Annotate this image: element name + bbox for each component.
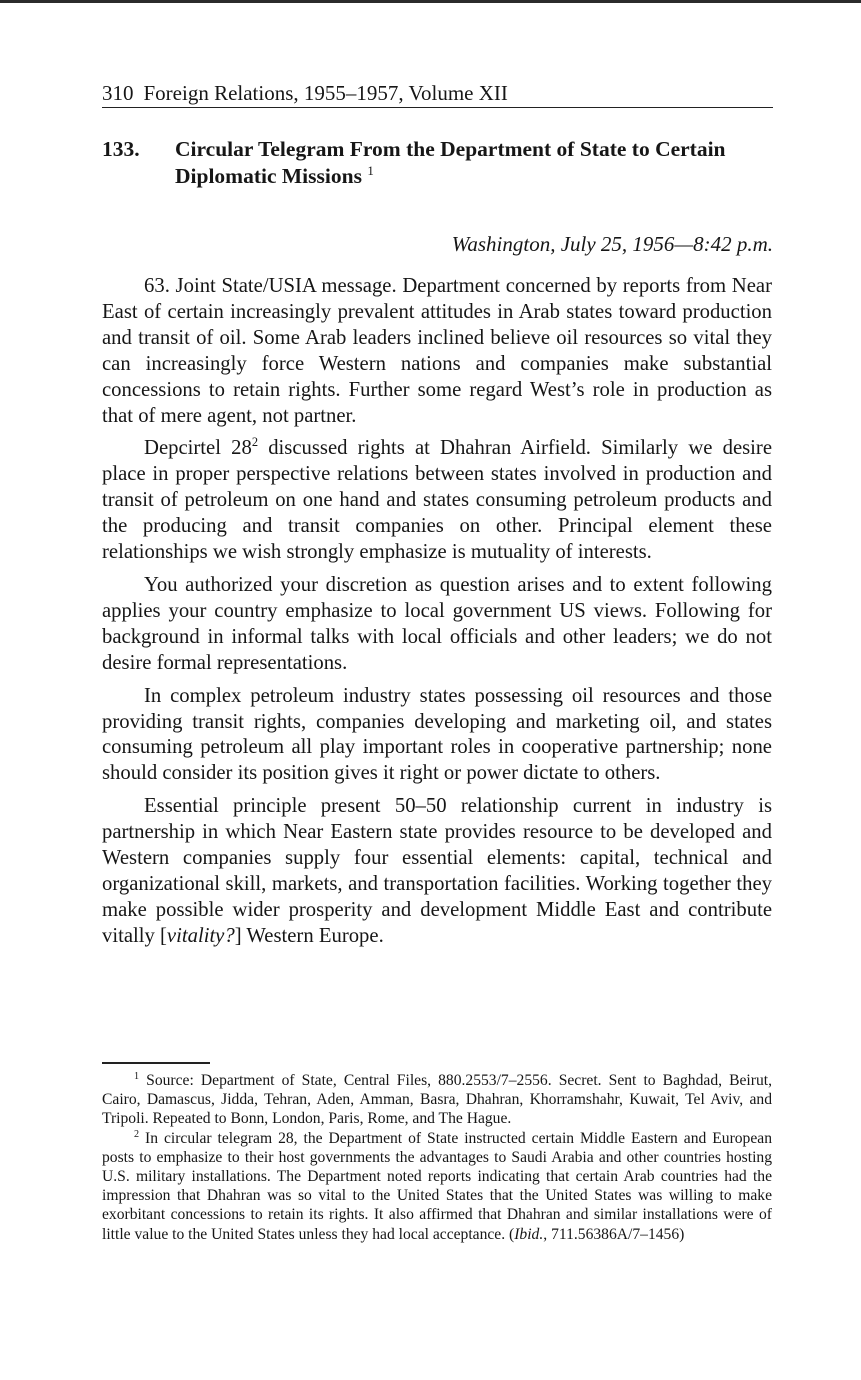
paragraph-2-start: Depcirtel 28	[144, 437, 252, 460]
paragraph-5-start: Essential principle present 50–50 relationship current in industry is partnership in which Near Eastern state provides resource to be developed and Western companies supply four essential elements: capital, technical and organizational skill, markets, and transportation facilities. Working together they make possible wider prosperity and development Middle East and contribute vitally [	[102, 795, 772, 947]
footnote-ref-1: 1	[367, 163, 374, 178]
page-top-border	[0, 0, 861, 3]
document-heading	[102, 136, 777, 190]
footnote-separator	[102, 1062, 210, 1064]
running-head	[102, 80, 773, 108]
paragraph-5-end: ] Western Europe.	[234, 924, 384, 947]
paragraph-5-italic: vitality?	[166, 924, 235, 947]
dateline: Washington, July 25, 1956—8:42 p.m.	[451, 232, 773, 256]
footnote-2-marker: 2	[134, 1128, 140, 1140]
footnote-1-marker: 1	[134, 1070, 140, 1082]
document-title-text: Circular Telegram From the Department of State to Certain Diplomatic Missions	[175, 137, 726, 188]
footnote-ref-2: 2	[251, 435, 259, 450]
footnote-2-text: In circular telegram 28, the Department of State instructed certain Middle Eastern and European posts to emphasize to their host governments the advantages to Saudi Arabia and other countries hosting U.S. military installations. The Department noted reports indicating that certain Arab countries had the impression that Dhahran was so vital to the United States that the United States was willing to make exorbitant concessions to retain its rights. It also affirmed that Dhahran and similar installations were of little value to the United States unless they had local acceptance. (	[102, 1129, 772, 1243]
footnote-2-end: , 711.56386A/7–1456)	[543, 1225, 685, 1243]
paragraph-4: In complex petroleum industry states possessing oil resources and those providing transit rights, companies developing and marketing oil, and states consuming petroleum all play important roles in cooperative partnership; none should consider its position gives it right or power dictate to others.	[102, 684, 772, 785]
footnote-1	[102, 1071, 772, 1129]
footnote-2-ibid: Ibid.	[514, 1225, 544, 1243]
document-title	[175, 136, 777, 190]
publication-title: Foreign Relations, 1955–1957, Volume XII	[143, 81, 508, 105]
paragraph-2	[102, 436, 772, 566]
footnotes	[102, 1071, 772, 1244]
document-body	[102, 274, 772, 957]
paragraph-1: 63. Joint State/USIA message. Department concerned by reports from Near East of certain increasingly prevalent attitudes in Arab states toward production and transit of oil. Some Arab leaders inclined believe oil resources so vital they can increasingly force Western nations and companies make substantial concessions to retain rights. Further some regard West’s role in production as that of mere agent, not partner.	[102, 275, 772, 427]
paragraph-5	[102, 794, 772, 949]
footnote-2	[102, 1129, 772, 1244]
document-number: 133.	[102, 137, 140, 161]
paragraph-3: You authorized your discretion as question arises and to extent following applies your country emphasize to local government US views. Following for background in informal talks with local officials and other leaders; we do not desire formal representations.	[102, 573, 772, 674]
footnote-1-text: Source: Department of State, Central Files, 880.2553/7–2556. Secret. Sent to Baghdad, Beirut, Cairo, Damascus, Jidda, Tehran, Aden, Amman, Basra, Dhahran, Khorramshahr, Kuwait, Tel Aviv, and Tripoli. Repeated to Bonn, London, Paris, Rome, and The Hague.	[102, 1072, 772, 1128]
paragraph-2-rest: discussed rights at Dhahran Airfield. Similarly we desire place in proper perspective relations between states involved in production and transit of petroleum on one hand and states consuming petroleum products and the producing and transit companies on other. Principal element these relationships we wish strongly emphasize is mutuality of interests.	[102, 437, 773, 564]
page-number: 310	[102, 81, 134, 105]
